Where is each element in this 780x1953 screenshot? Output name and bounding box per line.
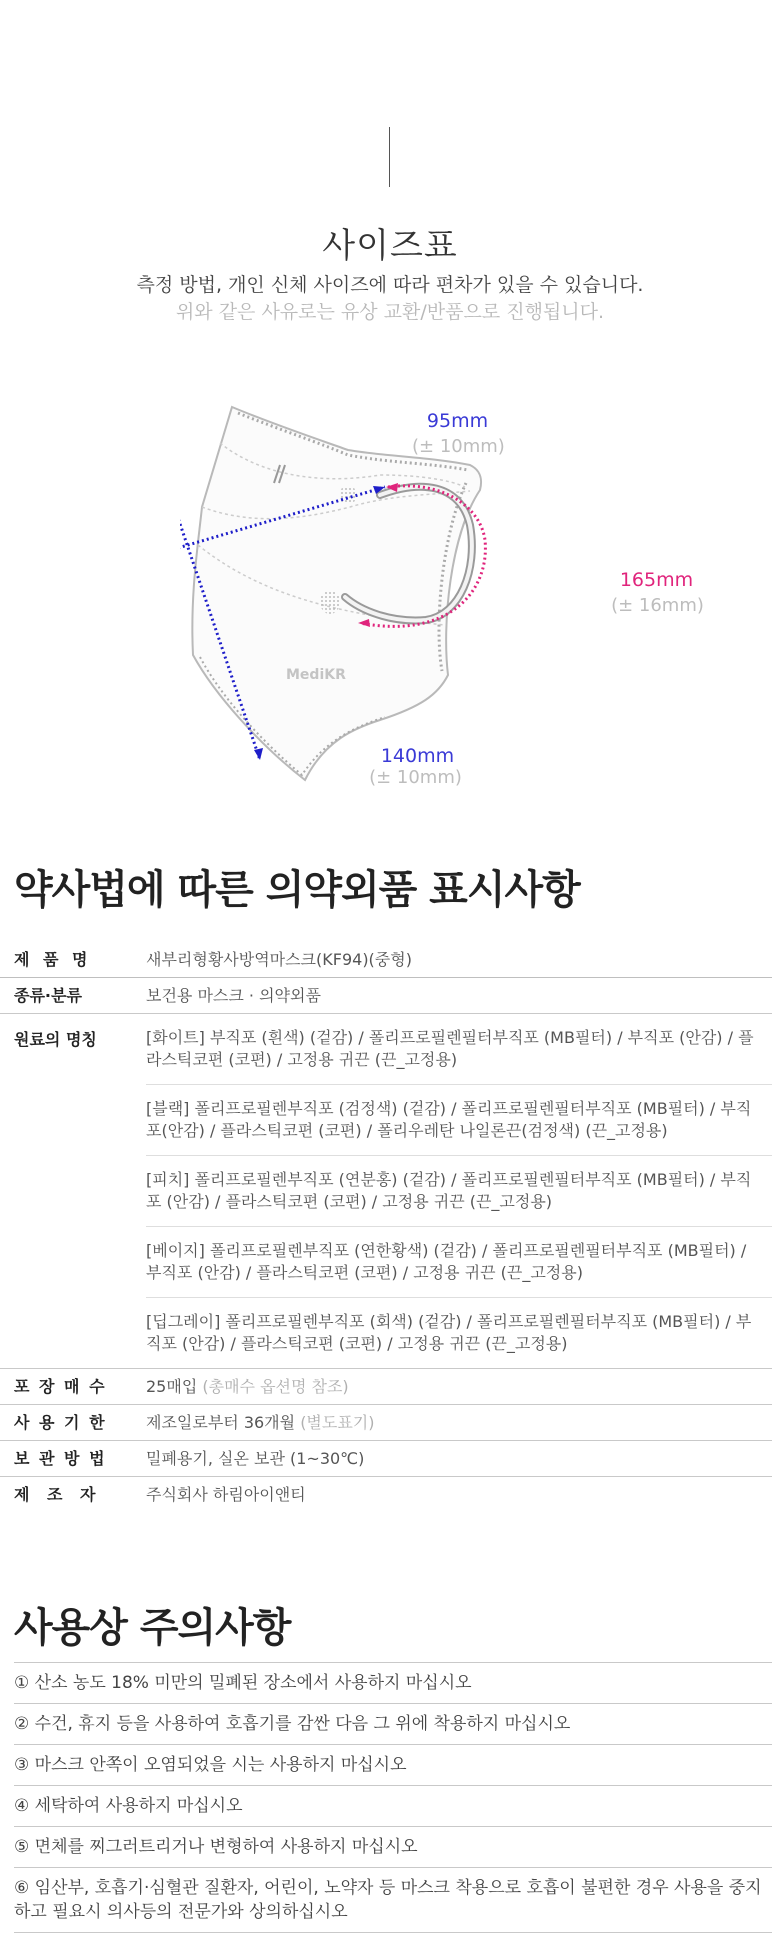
table-row	[0, 942, 772, 978]
material-item-beige: [베이지] 폴리프로필렌부직포 (연한황색) (겉감) / 폴리프로필렌필터부직포 (MB필터) / 부직포 (안감) / 플라스틱코편 (코편) / 고정용 귀끈 (끈_고정용)	[146, 1227, 772, 1298]
list-item: ④ 세탁하여 사용하지 마십시오	[14, 1785, 772, 1826]
row-key-expiry: 사 용 기 한	[14, 1413, 107, 1432]
dimension-165-value: 165mm	[619, 569, 694, 591]
mask-size-diagram	[180, 395, 720, 795]
dimension-165-tolerance: (± 16mm)	[611, 595, 704, 616]
divider-line	[389, 127, 390, 187]
material-item-black: [블랙] 폴리프로필렌부직포 (검정색) (겉감) / 폴리프로필렌필터부직포 (MB필터) / 부직포(안감) / 플라스틱코편 (코편) / 폴리우레탄 나일론끈(검정색) (끈_고정용)	[146, 1085, 772, 1156]
row-value-expiry	[130, 1405, 772, 1440]
material-item-white: [화이트] 부직포 (흰색) (겉감) / 폴리프로필렌필터부직포 (MB필터) / 부직포 (안감) / 플라스틱코편 (코편) / 고정용 귀끈 (끈_고정용)	[146, 1014, 772, 1085]
row-value-storage: 밀폐용기, 실온 보관 (1~30℃)	[146, 1449, 365, 1468]
list-item: ③ 마스크 안쪽이 오염되었을 시는 사용하지 마십시오	[14, 1744, 772, 1785]
row-key-storage: 보 관 방 법	[14, 1449, 107, 1468]
pack-count-value: 25매입	[146, 1377, 198, 1396]
caution-list	[14, 1662, 772, 1933]
dimension-140-tolerance: (± 10mm)	[369, 767, 462, 788]
table-row	[0, 1477, 772, 1512]
row-value-product-name: 새부리형황사방역마스크(KF94)(중형)	[146, 950, 412, 969]
list-item: ② 수건, 휴지 등을 사용하여 호흡기를 감싼 다음 그 위에 착용하지 마십시오	[14, 1703, 772, 1744]
material-item-peach: [피치] 폴리프로필렌부직포 (연분홍) (겉감) / 폴리프로필렌필터부직포 (MB필터) / 부직포 (안감) / 플라스틱코편 (코편) / 고정용 귀끈 (끈_고정용)	[146, 1156, 772, 1227]
pack-count-note: (총매수 옵션명 참조)	[202, 1377, 349, 1396]
row-value-pack-count	[130, 1369, 772, 1404]
product-info-table	[0, 942, 772, 1512]
table-row	[0, 1369, 772, 1405]
caution-section-title: 사용상 주의사항	[14, 1605, 291, 1651]
dimension-95-value: 95mm	[426, 410, 489, 432]
row-key-pack-count: 포 장 매 수	[14, 1377, 107, 1396]
list-item: ⑤ 면체를 찌그러트리거나 변형하여 사용하지 마십시오	[14, 1826, 772, 1867]
table-row	[0, 1405, 772, 1441]
list-item: ⑥ 임산부, 호흡기·심혈관 질환자, 어린이, 노약자 등 마스크 착용으로 호흡이 불편한 경우 사용을 중지하고 필요시 의사등의 전문가와 상의하십시오	[14, 1867, 772, 1933]
table-row	[0, 1441, 772, 1477]
row-value-category: 보건용 마스크 · 의약외품	[146, 986, 321, 1005]
row-key-manufacturer: 제 조 자	[14, 1485, 102, 1504]
row-value-manufacturer: 주식회사 하림아이앤티	[146, 1485, 306, 1504]
size-chart-notice: 위와 같은 사유로는 유상 교환/반품으로 진행됩니다.	[175, 301, 605, 323]
materials-list	[130, 1014, 772, 1368]
dimension-140-value: 140mm	[380, 745, 455, 767]
size-chart-subtitle: 측정 방법, 개인 신체 사이즈에 따라 편차가 있을 수 있습니다.	[136, 274, 644, 296]
dimension-95-tolerance: (± 10mm)	[412, 436, 505, 457]
list-item: ① 산소 농도 18% 미만의 밀폐된 장소에서 사용하지 마십시오	[14, 1662, 772, 1703]
row-key-product-name: 제 품 명	[14, 950, 92, 969]
size-chart-title: 사이즈표	[322, 226, 458, 266]
brand-watermark: MediKR	[286, 667, 346, 683]
row-key-materials: 원료의 명칭	[14, 1030, 97, 1049]
table-row-materials	[0, 1014, 772, 1369]
expiry-value: 제조일로부터 36개월	[146, 1413, 296, 1432]
table-row	[0, 978, 772, 1014]
expiry-note: (별도표기)	[300, 1413, 375, 1432]
row-key-category: 종류·분류	[14, 986, 82, 1005]
material-item-deepgray: [딥그레이] 폴리프로필렌부직포 (회색) (겉감) / 폴리프로필렌필터부직포 (MB필터) / 부직포 (안감) / 플라스틱코편 (코편) / 고정용 귀끈 (끈_고정용)	[146, 1312, 752, 1353]
label-section-title: 약사법에 따른 의약외품 표시사항	[14, 867, 580, 913]
